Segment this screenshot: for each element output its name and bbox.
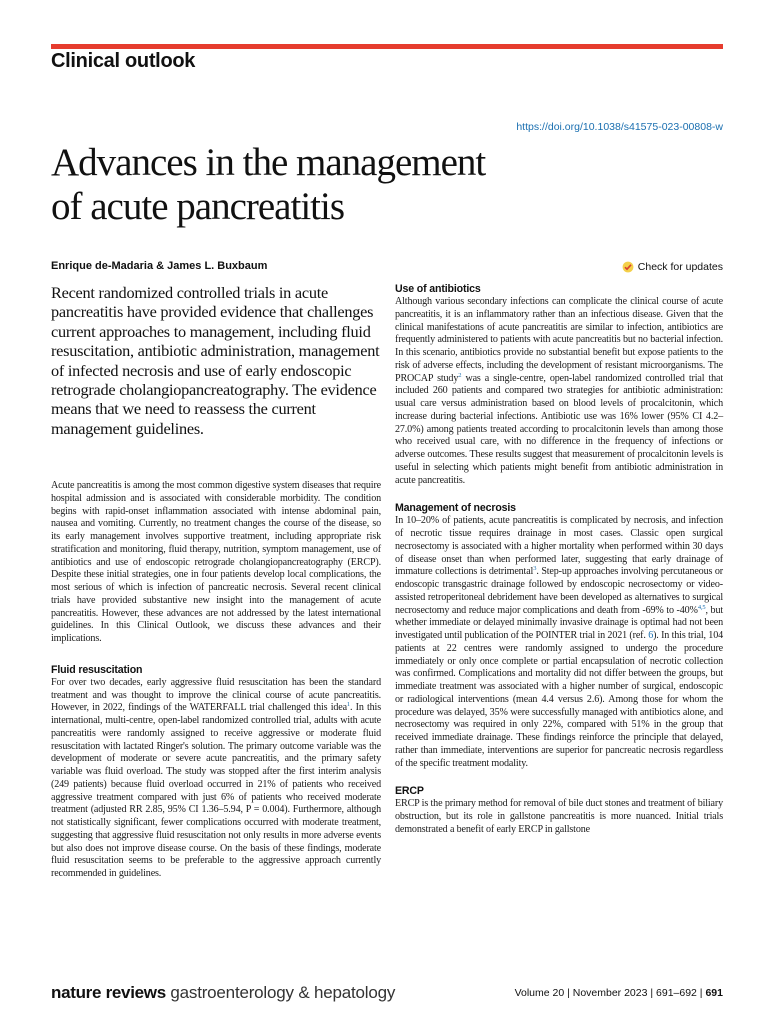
page-number: 691 — [705, 987, 723, 999]
doi-link[interactable]: https://doi.org/10.1038/s41575-023-00808-w — [516, 121, 723, 133]
heading-fluid-resuscitation: Fluid resuscitation — [51, 663, 143, 676]
section-label: Clinical outlook — [51, 50, 196, 72]
right-column — [395, 282, 723, 837]
journal-logo: nature reviews gastroenterology & hepatology — [51, 983, 396, 1002]
top-accent-rule — [51, 44, 723, 49]
citation-ref[interactable]: 2 — [458, 371, 462, 379]
check-for-updates-button[interactable] — [622, 261, 723, 273]
volume-info: Volume 20 | November 2023 | 691–692 | 691 — [514, 987, 723, 999]
ercp-paragraph: ERCP is the primary method for removal of bile duct stones and treatment of biliary obstruction, but its role in gallstone pancreatitis is more nuanced. Initial trials demonstrated a benefit of early ERCP in gallstone — [395, 798, 723, 835]
title-line-2: of acute pancreatitis — [51, 185, 344, 228]
antibiotics-paragraph: Although various secondary infections can complicate the clinical course of acute pancreatitis, it is an inflammatory rather than an infectious disease. Given that the clinical manifestations of acute pancreatitis are similar to infection, antibiotics are frequently administered to patients with acute pancreatitis but no bacterial infection. In this scenario, antibiotics provide no substantial benefit but expose patients to the risk of adverse effects, including the development of resistant microorganisms. The PROCAP study$^2$ was a single-centre, open-label randomized controlled trial that included 260 patients and compared two strategies for antibiotic administration: usual care versus administration based on blood levels of procalcitonin, which increase during bacterial infections. Antibiotic use was 16% lower (95% CI 4.2–27.0%) among patients treated according to procalcitonin levels than among those who received usual care, with no difference in the frequency of infections or adverse outcomes. These results suggest that measurement of procalcitonin levels is useful in selecting which patients might benefit from antibiotic administration in acute pancreatitis. — [395, 296, 723, 486]
check-updates-label: Check for updates — [637, 261, 723, 273]
necrosis-paragraph: In 10–20% of patients, acute pancreatitis is complicated by necrosis, and infection of necrotic tissue requires drainage in most cases. Classic open surgical necrosectomy is associated with a higher mortality when performed within 30 days of disease onset than when performed later, suggesting that early drainage of immature collections is detrimental$^3$. Step-up approaches involving percutaneous or endoscopic transgastric drainage followed by endoscopic necrosectomy or video-assisted retroperitoneal debridement have been developed as alternatives to surgical necrosectomy and reduce major complications and death from -69% to -40%$^{4,5}$, but whether immediate or delayed minimally invasive drainage is optimal had not been investigated until publication of the POINTER trial in 2021 (ref. 6). In this trial, 104 patients at 22 centres were randomly assigned to undergo the procedure immediately or only once complete or partial encapsulation of necrotic collection was confirmed. Complications and mortality did not differ between the groups, but immediate treatment was associated with a higher number of surgical, endoscopic or radiological interventions (mean 4.4 versus 2.6). Among those for whom the procedure was delayed, 35% were successfully managed with antibiotics alone, and necrosectomy was required in only 22%, compared with 51% in the group that received immediate drainage. These findings reinforce the principle that delayed, rather than immediate, interventions are superior for pancreatic necrosis regardless of the specific treatment modality. — [395, 515, 724, 769]
citation-ref[interactable]: 6 — [648, 630, 654, 641]
citation-ref[interactable]: 4,5 — [697, 603, 706, 611]
citation-ref[interactable]: 3 — [533, 565, 537, 573]
fluid-paragraph: For over two decades, early aggressive fluid resuscitation has been the standard treatment and was thought to improve the clinical course of acute pancreatitis. However, in 2022, findings of the WATERFALL trial challenged this idea$^1$. In this international, multi-centre, open-label randomized controlled trial, adults with acute pancreatitis were randomly assigned to receive aggressive or moderate fluid resuscitation with lactated Ringer's solution. The primary outcome variable was the development of moderate or severe acute pancreatitis, and the primary safety variable was fluid overload. The study was stopped after the first interim analysis (249 patients) because fluid overload occurred in 21% of patients who received aggressive treatment compared with just 6% of patients who received moderate treatment (adjusted RR 2.85, 95% CI 1.36–5.94, P = 0.004). Furthermore, although not statistically significant, fewer complications occurred with moderate treatment, suggesting that aggressive fluid resuscitation not only results in more adverse events but also does not improve disease course. On the basis of these findings, moderate fluid resuscitation seems to be preferable to the aggressive approach currently recommended in guidelines. — [51, 676, 381, 879]
heading-management-of-necrosis: Management of necrosis — [395, 502, 516, 515]
heading-ercp: ERCP — [395, 785, 424, 798]
article-title — [51, 141, 671, 229]
left-column — [51, 480, 381, 881]
heading-use-of-antibiotics: Use of antibiotics — [395, 283, 481, 295]
title-line-1: Advances in the management — [51, 141, 486, 184]
check-updates-icon — [622, 261, 634, 273]
author-list: Enrique de-Madaria & James L. Buxbaum — [51, 260, 268, 272]
intro-paragraph: Acute pancreatitis is among the most common digestive system diseases that require hospital admission and is associated with considerable morbidity. The condition begins with rapid-onset inflammation associated with intense abdominal pain, nausea and vomiting. Currently, no treatment changes the course of the disease, so its early management involves supportive treatment, including appropriate risk stratification and monitoring, fluid therapy, nutrition, symptom management, use of antibiotics and use of endoscopic retrograde cholangiopancreatography (ERCP). Despite these initial strategies, one in four patients develop local complications, the most serious of which is infection of pancreatic necrosis. Several recent clinical trials have provided substantive new insight into the management of acute pancreatitis. However, these advances are not addressed by the latest international guidelines. In this Clinical Outlook, we discuss these advances and their implications. — [51, 480, 381, 644]
lead-summary: Recent randomized controlled trials in acute pancreatitis have provided evidence that challenges current approaches to management, including fluid resuscitation, antibiotic administration, management of infected necrosis and use of early endoscopic retrograde cholangiopancreatography. The evidence means that we need to reassess the current management guidelines. — [51, 283, 380, 438]
citation-ref[interactable]: 1 — [346, 701, 351, 709]
